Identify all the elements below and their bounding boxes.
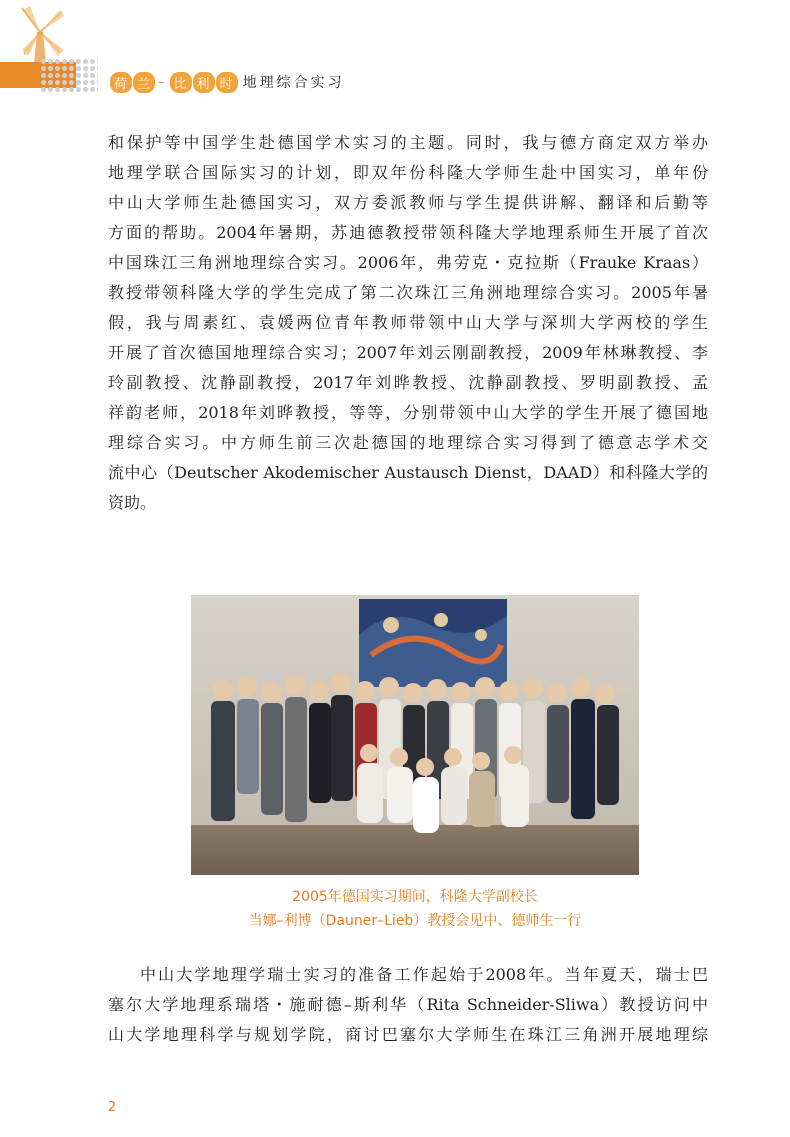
group-photo (191, 595, 639, 875)
header-dash: – (158, 74, 168, 90)
page-header (0, 0, 790, 100)
running-header-title (110, 70, 345, 94)
header-pill-char: 比 (170, 72, 192, 93)
group-photo-illustration (191, 595, 639, 875)
header-dot-pattern (40, 58, 98, 92)
header-title-rest: 地理综合实习 (242, 75, 345, 91)
text-line: 地理学联合国际实习的计划，即双年份科隆大学师生赴中国实习，单年份 (108, 163, 708, 182)
body-paragraph-1 (108, 128, 708, 518)
windmill-icon (10, 2, 72, 64)
text-line: 假，我与周素红、袁媛两位青年教师带领中山大学与深圳大学两校的学生 (108, 313, 708, 332)
text-line: 流中心（Deutscher Akodemischer Austausch Dienst，DAAD）和科隆大学的 (108, 463, 708, 482)
text-line: 开展了首次德国地理综合实习；2007年刘云刚副教授，2009年林琳教授、李 (108, 343, 708, 362)
header-pill-char: 时 (216, 72, 238, 93)
header-pill-char: 兰 (133, 72, 155, 93)
text-line: 理综合实习。中方师生前三次赴德国的地理综合实习得到了德意志学术交 (108, 433, 708, 452)
text-line: 中山大学师生赴德国实习，双方委派教师与学生提供讲解、翻译和后勤等 (108, 193, 708, 212)
text-line: 山大学地理科学与规划学院，商讨巴塞尔大学师生在珠江三角洲开展地理综 (108, 1025, 708, 1044)
text-line: 教授带领科隆大学的学生完成了第二次珠江三角洲地理综合实习。2005年暑 (108, 283, 708, 302)
text-line: 资助。 (108, 493, 157, 512)
text-line: 方面的帮助。2004年暑期，苏迪德教授带领科隆大学地理系师生开展了首次 (108, 223, 708, 242)
text-line: 玲副教授、沈静副教授，2017年刘晔教授、沈静副教授、罗明副教授、孟 (108, 373, 708, 392)
text-line: 和保护等中国学生赴德国学术实习的主题。同时，我与德方商定双方举办 (108, 133, 708, 152)
header-pill-char: 荷 (110, 72, 132, 93)
text-line: 中国珠江三角洲地理综合实习。2006年，弗劳克・克拉斯（Frauke Kraas） (108, 253, 708, 272)
text-line: 塞尔大学地理系瑞塔・施耐德–斯利华（Rita Schneider-Sliwa）教授访问中 (108, 995, 708, 1014)
photo-caption-line-2: 当娜–利博（Dauner–Lieb）教授会见中、德师生一行 (248, 913, 582, 929)
photo-caption-line-1: 2005年德国实习期间，科隆大学副校长 (292, 889, 538, 905)
text-line: 祥韵老师，2018年刘晔教授，等等，分别带领中山大学的学生开展了德国地 (108, 403, 708, 422)
body-paragraph-2 (108, 960, 708, 1050)
page-number: 2 (108, 1100, 117, 1115)
header-pill-char: 利 (193, 72, 215, 93)
text-line: 中山大学地理学瑞士实习的准备工作起始于2008年。当年夏天，瑞士巴 (140, 965, 708, 984)
